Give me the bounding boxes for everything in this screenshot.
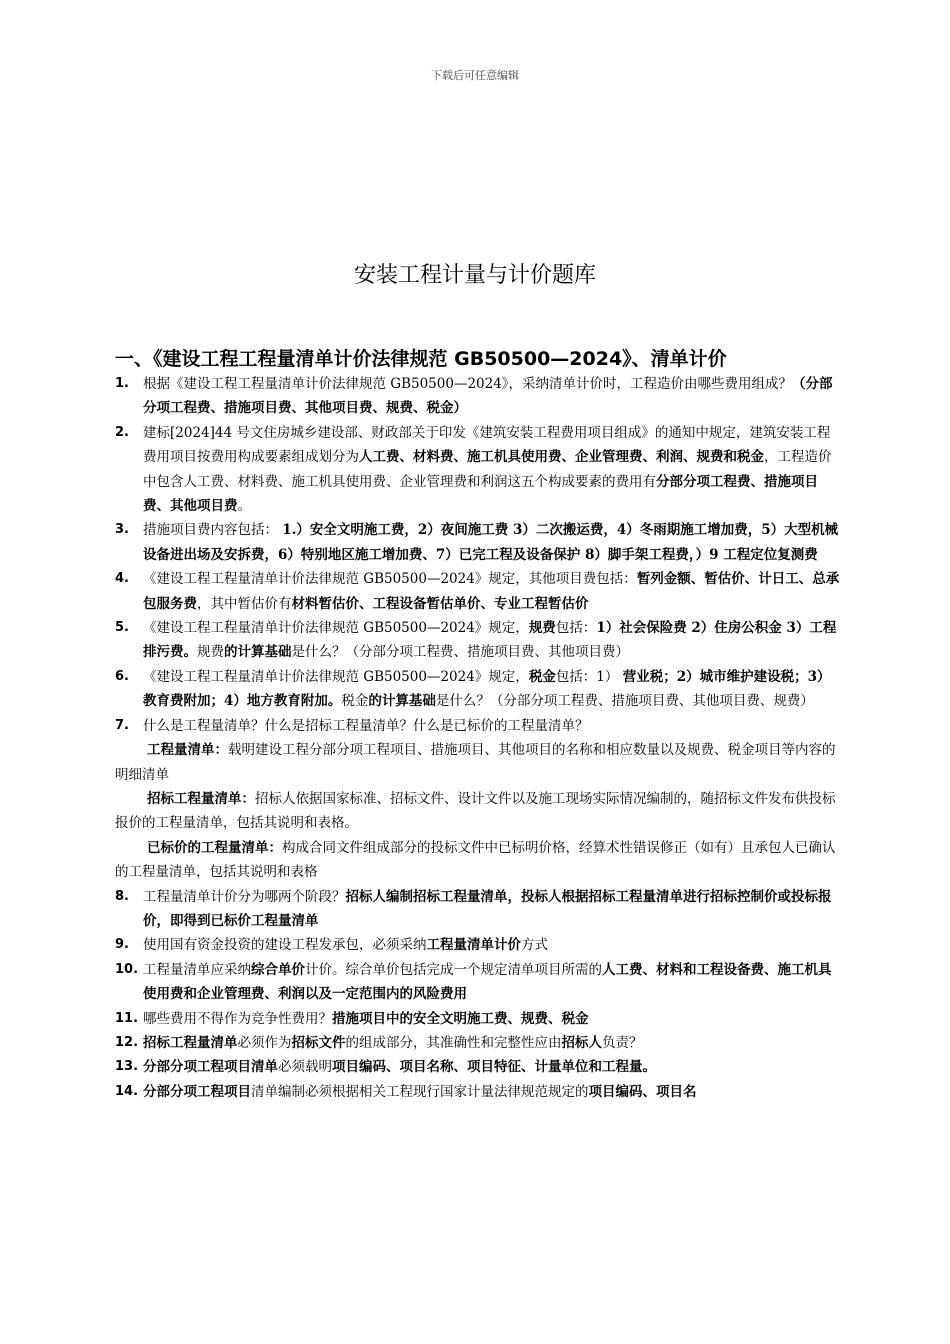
- definition-text: 载明建设工程分部分项工程项目、措施项目、其他项目的名称和相应数量以及规费、税金项目等内容的明细清单: [115, 742, 836, 783]
- question-number: 14.: [115, 1083, 139, 1099]
- question-text: 《建设工程工程量清单计价法律规范 GB50500—2024》规定，: [143, 668, 529, 685]
- definition-paragraphs: [115, 738, 843, 884]
- bold-answer-text: 规费: [528, 620, 556, 637]
- definition-term: 招标工程量清单：: [147, 790, 255, 807]
- question-item: [115, 1055, 843, 1079]
- definition-text: 构成合同文件组成部分的投标文件中已标明价格，经算术性错误修正（如有）且承包人已确认的工程量清单，包括其说明和表格: [115, 839, 836, 881]
- bold-answer-text: 人工费、材料费、施工机具使用费、企业管理费、利润、规费和税金: [359, 449, 764, 466]
- question-text: 《建设工程工程量清单计价法律规范 GB50500—2024》规定，: [143, 620, 529, 637]
- bold-answer-text: 材料暂估价、工程设备暂估单价、专业工程暂估价: [291, 595, 589, 612]
- question-text: 。: [237, 498, 251, 515]
- bold-answer-text: 分部分项工程费、措施项目费、其他项目费: [143, 473, 818, 515]
- question-group-1: [115, 372, 843, 738]
- bold-answer-text: 的计算基础: [224, 644, 292, 661]
- question-number: 11.: [115, 1010, 139, 1026]
- question-item: [115, 714, 843, 738]
- question-text: 工程量清单应采纳: [143, 961, 251, 978]
- question-number: 12.: [115, 1034, 139, 1050]
- question-number: 2.: [115, 424, 129, 440]
- bold-answer-text: 招标人: [561, 1034, 602, 1051]
- section-heading: 一、《建设工程工程量清单计价法律规范 GB50500—2024》、清单计价: [115, 348, 727, 370]
- question-text: 计价。综合单价包括完成一个规定清单项目所需的: [305, 961, 602, 978]
- definition-text: 招标人依据国家标准、招标文件、设计文件以及施工现场实际情况编制的，随招标文件发布供投标报价的工程量清单，包括其说明和表格。: [115, 790, 836, 832]
- question-item: [115, 933, 843, 957]
- question-item: [115, 1080, 843, 1104]
- bold-answer-text: 1.）安全文明施工费，2）夜间施工费 3）二次搬运费，4）冬雨期施工增加费，5）大型机械设备进出场及安拆费，6）特别地区施工增加费、7）已完工程及设备保护 8）脚手架工程费，）9 工程定位复测费: [143, 522, 839, 563]
- definition-paragraph: [115, 836, 843, 885]
- question-number: 5.: [115, 620, 129, 636]
- page-header: 下载后可任意编辑: [431, 69, 519, 82]
- question-text: 建标[2024]44 号文住房城乡建设部、财政部关于印发《建筑安装工程费用项目组成》的通知中规定，建筑安装工程费用项目按费用构成要素组成划分为: [143, 424, 831, 466]
- bold-answer-text: 分部分项工程项目: [143, 1083, 251, 1100]
- bold-answer-text: 综合单价: [251, 961, 305, 978]
- question-number: 4.: [115, 571, 129, 587]
- question-text: 根据《建设工程工程量清单计价法律规范 GB50500—2024》，采纳清单计价时，工程造价由哪些费用组成？: [143, 376, 793, 392]
- definition-term: 工程量清单：: [147, 742, 228, 759]
- question-text: 包括：: [555, 620, 597, 637]
- bold-answer-text: 招标文件: [291, 1034, 346, 1051]
- question-text: ，其中暂估价有: [197, 595, 292, 612]
- question-item: [115, 958, 843, 1007]
- question-text: 工程量清单计价分为哪两个阶段？: [143, 888, 346, 905]
- question-number: 6.: [115, 668, 129, 684]
- bold-answer-text: 1）社会保险费 2）住房公积金 3）工程排污费。: [143, 620, 837, 661]
- question-item: [115, 1031, 843, 1055]
- bold-answer-text: 暂列金额、暂估价、计日工、总承包服务费: [143, 571, 840, 612]
- question-item: [115, 1007, 843, 1031]
- bold-answer-text: 工程量清单计价: [426, 937, 521, 954]
- question-text: 必须作为: [237, 1034, 292, 1051]
- question-text: 的组成部分，其准确性和完整性应由: [345, 1034, 562, 1051]
- definition-paragraph: [115, 738, 843, 787]
- question-text: 《建设工程工程量清单计价法律规范 GB50500—2024》规定，其他项目费包括：: [143, 571, 637, 588]
- bold-answer-text: 税金: [528, 668, 556, 685]
- question-item: [115, 567, 843, 616]
- question-number: 7.: [115, 717, 129, 733]
- question-text: 必须载明: [278, 1059, 332, 1076]
- bold-answer-text: 措施项目中的安全文明施工费、规费、税金: [332, 1010, 589, 1027]
- bold-answer-text: 人工费、材料和工程设备费、施工机具使用费和企业管理费、利润以及一定范围内的风险费用: [143, 961, 832, 1003]
- question-item: [115, 885, 843, 934]
- question-number: 13.: [115, 1059, 139, 1075]
- question-text: 税金: [341, 693, 369, 710]
- question-number: 8.: [115, 888, 129, 904]
- question-item: [115, 372, 843, 421]
- question-item: [115, 616, 843, 665]
- question-number: 10.: [115, 961, 139, 977]
- question-item: [115, 518, 843, 567]
- question-number: 9.: [115, 937, 129, 953]
- question-text: 措施项目费内容包括：: [143, 522, 283, 539]
- question-text: 使用国有资金投资的建设工程发承包，必须采纳: [143, 937, 427, 954]
- bold-answer-text: 项目编码、项目名称、项目特征、计量单位和工程量。: [332, 1059, 656, 1076]
- bold-answer-text: （分部分项工程费、措施项目费、其他项目费、规费、税金）: [143, 376, 833, 417]
- question-text: 方式: [521, 937, 548, 954]
- question-text: ，工程造价中包含人工费、材料费、施工机具使用费、企业管理费和利润这五个构成要素的费用有: [143, 449, 832, 490]
- question-number: 1.: [115, 376, 129, 391]
- definition-paragraph: [115, 787, 843, 836]
- question-item: [115, 665, 843, 714]
- question-text: 清单编制必须根据相关工程现行国家计量法律规范规定的: [251, 1083, 589, 1100]
- question-number: 3.: [115, 522, 129, 538]
- question-text: 规费: [197, 644, 224, 661]
- question-text: 什么是工程量清单？什么是招标工程量清单？什么是已标价的工程量清单？: [143, 717, 589, 734]
- question-list: [115, 372, 843, 1104]
- bold-answer-text: 营业税；2）城市维护建设税；3）教育费附加；4）地方教育附加。: [143, 668, 831, 710]
- question-group-2: [115, 885, 843, 1105]
- bold-answer-text: 项目编码、项目名: [588, 1083, 697, 1100]
- question-text: 是什么？（分部分项工程费、措施项目费、其他项目费）: [291, 644, 629, 661]
- bold-answer-text: 招标工程量清单: [143, 1034, 238, 1051]
- document-title: 安装工程计量与计价题库: [353, 263, 596, 288]
- definition-term: 已标价的工程量清单：: [147, 839, 282, 856]
- question-text: 是什么？（分部分项工程费、措施项目费、其他项目费、规费）: [435, 693, 814, 710]
- question-text: 包括：1）: [555, 668, 623, 685]
- question-text: 哪些费用不得作为竞争性费用？: [143, 1010, 332, 1027]
- bold-answer-text: 分部分项工程项目清单: [143, 1059, 278, 1076]
- bold-answer-text: 的计算基础: [368, 693, 436, 710]
- bold-answer-text: 招标人编制招标工程量清单，投标人根据招标工程量清单进行招标控制价或投标报价，即得到已标价工程量清单: [143, 888, 832, 929]
- question-text: 负责？: [602, 1034, 643, 1051]
- question-item: [115, 421, 843, 519]
